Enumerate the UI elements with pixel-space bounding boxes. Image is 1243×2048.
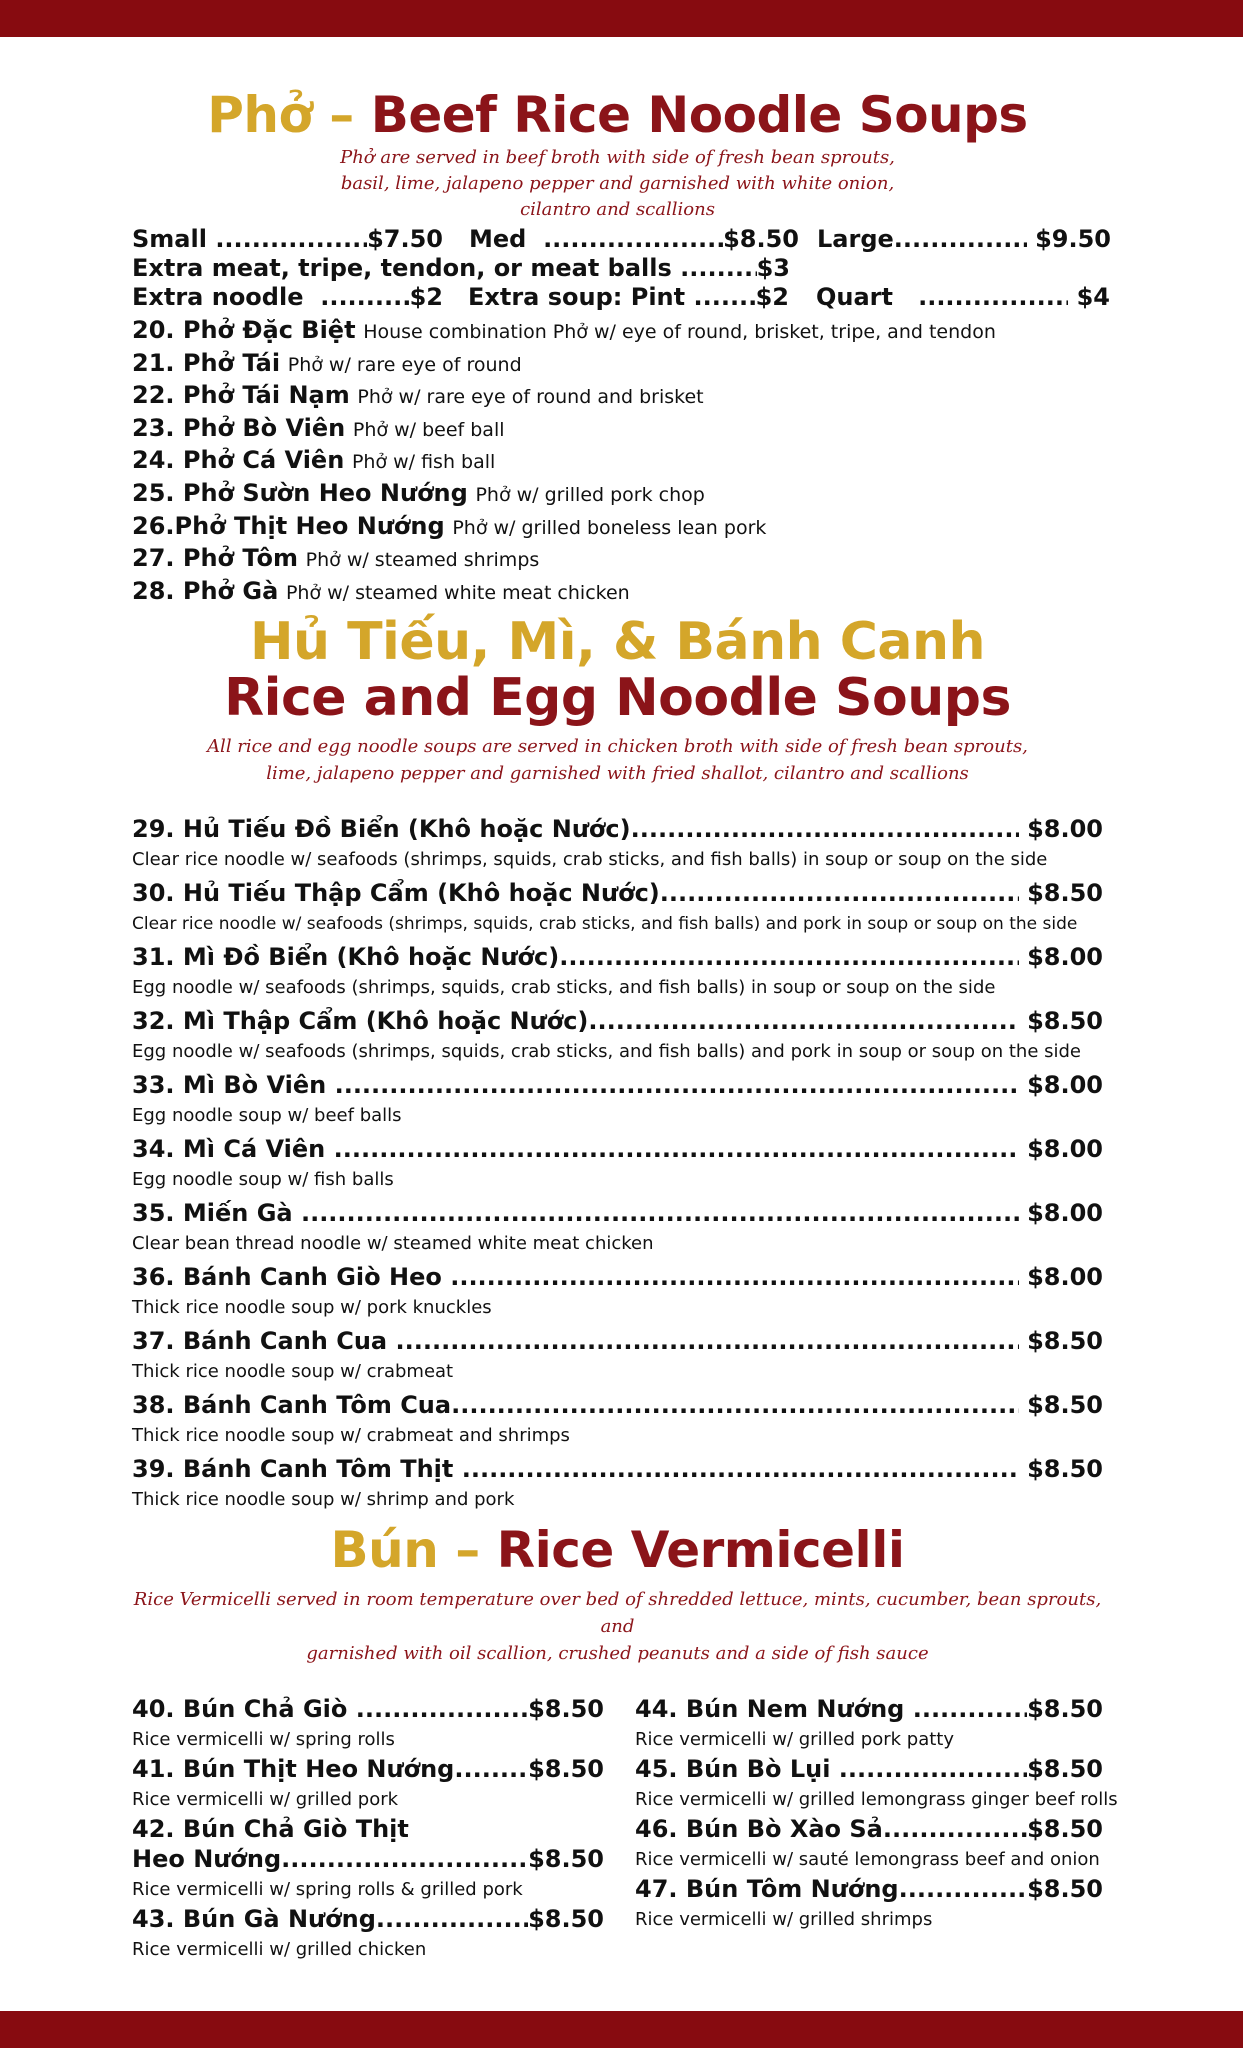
item-desc: Phở w/ fish ball (351, 451, 496, 474)
pho-note-line: cilantro and scallions (520, 199, 715, 220)
item-name: 43. Bún Gà Nướng (132, 1904, 376, 1933)
extra-price: $3 (756, 254, 790, 282)
item-desc: Thick rice noodle soup w/ shrimp and pork (132, 1488, 515, 1510)
item-desc: Phở w/ grilled pork chop (475, 483, 705, 506)
item-price: $8.50 (528, 1844, 604, 1873)
item-name: 36. Bánh Canh Giò Heo (132, 1262, 442, 1291)
list-item (132, 1815, 604, 1901)
bun-note (132, 1586, 1103, 1667)
hu-tieu-title-vn: Hủ Tiếu, Mì, & Bánh Canh (249, 612, 986, 673)
item-desc: Phở w/ rare eye of round (287, 353, 522, 376)
size-large (817, 225, 1111, 253)
extras-row (132, 283, 1110, 311)
item-desc: Phở w/ grilled boneless lean pork (452, 516, 767, 539)
list-item (635, 1754, 1118, 1811)
item-name: 33. Mì Bò Viên (132, 1070, 327, 1099)
menu-page (132, 0, 1118, 1965)
item-desc: Egg noodle soup w/ fish balls (132, 1168, 394, 1190)
extra-label: Quart (816, 283, 893, 311)
item-price: $8.00 (1027, 1198, 1103, 1227)
item-desc: Rice vermicelli w/ spring rolls (132, 1728, 395, 1750)
item-desc: Phở w/ beef ball (352, 418, 505, 441)
item-name: 40. Bún Chả Giò (132, 1694, 348, 1723)
size-med (469, 225, 799, 253)
item-desc: Egg noodle soup w/ beef balls (132, 1104, 402, 1126)
item-name: 37. Bánh Canh Cua (132, 1326, 388, 1355)
list-item (132, 511, 1103, 544)
item-desc: Rice vermicelli w/ grilled chicken (132, 1938, 427, 1960)
list-item (132, 315, 1103, 348)
bun-section-title (132, 1520, 1103, 1579)
list-item (132, 413, 1103, 446)
item-desc: Clear bean thread noodle w/ steamed white meat chicken (132, 1232, 654, 1254)
list-item (132, 879, 1103, 935)
item-name: 46. Bún Bò Xào Sả (635, 1814, 883, 1843)
hu-tieu-note-line: All rice and egg noodle soups are served in chicken broth with side of fresh bean sprouts, (207, 735, 1028, 757)
item-name: 35. Miến Gà (132, 1198, 293, 1227)
item-price: $8.50 (1027, 878, 1103, 907)
extra-label: Extra meat, tripe, tendon, or meat balls (132, 254, 672, 282)
item-desc: House combination Phở w/ eye of round, brisket, tripe, and tendon (363, 321, 996, 343)
list-item (132, 1327, 1103, 1383)
pho-note-line: Phở are served in beef broth with side of fresh bean sprouts, (340, 147, 895, 168)
extra-soup-quart (816, 283, 1110, 311)
extra-noodle (132, 283, 443, 311)
list-item (132, 1071, 1103, 1127)
item-desc: Rice vermicelli w/ grilled lemongrass ginger beef rolls (635, 1788, 1118, 1810)
item-price: $8.50 (1027, 1454, 1103, 1483)
item-price: $8.50 (1027, 1390, 1103, 1419)
list-item (132, 1695, 604, 1751)
item-name: 31. Mì Đồ Biển (Khô hoặc Nước) (132, 942, 560, 971)
item-name: 24. Phở Cá Viên (132, 446, 345, 475)
bun-note-line: Rice Vermicelli served in room temperature over bed of shredded lettuce, mints, cucumber, bean sprouts, and (133, 1588, 1102, 1637)
item-name: 22. Phở Tái Nạm (132, 381, 350, 410)
item-price: $8.50 (1027, 1694, 1103, 1723)
item-price: $8.50 (528, 1754, 604, 1783)
list-item (635, 1875, 1103, 1931)
list-item (635, 1815, 1103, 1871)
item-desc: Rice vermicelli w/ grilled shrimps (635, 1908, 933, 1930)
extra-label: Extra soup: Pint (468, 283, 686, 311)
bun-title-vn: Bún – (330, 1520, 480, 1579)
item-price: $8.50 (1027, 1874, 1103, 1903)
list-item (132, 1391, 1103, 1447)
size-price: $8.50 (723, 225, 799, 253)
item-name: 45. Bún Bò Lụi (635, 1754, 831, 1783)
extra-label: Extra noodle (132, 283, 304, 311)
item-desc: Egg noodle w/ seafoods (shrimps, squids, crab sticks, and fish balls) in soup or soup on the side (132, 976, 996, 998)
item-desc: Rice vermicelli w/ sauté lemongrass beef and onion (635, 1848, 1100, 1870)
item-name: 47. Bún Tôm Nướng (635, 1874, 899, 1903)
pho-title-vn: Phở – (207, 86, 354, 144)
item-desc: Rice vermicelli w/ grilled pork patty (635, 1728, 955, 1750)
item-desc: Thick rice noodle soup w/ crabmeat (132, 1360, 454, 1382)
item-desc: Rice vermicelli w/ grilled pork (132, 1788, 399, 1810)
size-row (132, 225, 1111, 253)
item-price: $8.50 (1027, 1814, 1103, 1843)
item-name: 21. Phở Tái (132, 348, 281, 377)
item-name: 28. Phở Gà (132, 576, 279, 605)
item-desc: Thick rice noodle soup w/ pork knuckles (132, 1296, 492, 1318)
list-item (132, 478, 1103, 511)
pho-title-en: Beef Rice Noodle Soups (370, 86, 1028, 144)
list-item (132, 1905, 604, 1961)
list-item (132, 1199, 1103, 1255)
pho-note (132, 145, 1103, 223)
item-name-line-1: 42. Bún Chả Giò Thịt (132, 1814, 409, 1843)
item-name: 34. Mì Cá Viên (132, 1134, 326, 1163)
pho-items-list (132, 315, 1103, 608)
item-name: 23. Phở Bò Viên (132, 413, 346, 442)
item-name: 44. Bún Nem Nướng (635, 1694, 905, 1723)
bottom-border-bar (0, 2011, 1243, 2048)
list-item (132, 1755, 604, 1811)
item-name: 26.Phở Thịt Heo Nướng (132, 511, 445, 540)
item-price: $8.50 (528, 1904, 604, 1933)
bun-columns (132, 1694, 1118, 1965)
extra-price: $2 (755, 283, 789, 311)
item-price: $8.00 (1027, 1262, 1103, 1291)
item-name: 20. Phở Đặc Biệt (132, 316, 356, 344)
bun-right-column (635, 1694, 1118, 1965)
bun-note-line: garnished with oil scallion, crushed peanuts and a side of fish sauce (306, 1642, 929, 1664)
list-item (132, 576, 1103, 609)
size-price: $7.50 (367, 225, 443, 253)
item-price: $8.00 (1027, 1070, 1103, 1099)
item-name: 38. Bánh Canh Tôm Cua (132, 1390, 452, 1419)
hu-tieu-title-en: Rice and Egg Noodle Soups (224, 667, 1011, 728)
list-item (132, 445, 1103, 478)
item-price: $8.00 (1027, 942, 1103, 971)
size-label: Med (469, 225, 527, 253)
size-label: Large (817, 225, 894, 253)
size-label: Small (132, 225, 207, 253)
item-name: 29. Hủ Tiếu Đồ Biển (Khô hoặc Nước) (132, 814, 631, 843)
list-item (132, 1263, 1103, 1319)
pho-note-line: basil, lime, jalapeno pepper and garnished with white onion, (340, 173, 895, 194)
item-name: 25. Phở Sườn Heo Nướng (132, 478, 468, 507)
list-item (132, 1455, 1103, 1511)
item-name: 41. Bún Thịt Heo Nướng (132, 1754, 455, 1783)
list-item (635, 1695, 1103, 1751)
item-price: $8.50 (1027, 1754, 1103, 1783)
hu-tieu-note-line: lime, jalapeno pepper and garnished with fried shallot, cilantro and scallions (266, 762, 969, 784)
list-item (132, 380, 1103, 413)
item-desc: Clear rice noodle w/ seafoods (shrimps, squids, crab sticks, and fish balls) and pork in soup or soup on the side (132, 913, 1078, 934)
item-desc: Phở w/ steamed white meat chicken (285, 581, 630, 604)
pho-size-prices (132, 225, 1111, 311)
item-desc: Clear rice noodle w/ seafoods (shrimps, squids, crab sticks, and fish balls) in soup or soup on the side (132, 848, 1048, 870)
pho-section-title (132, 88, 1103, 143)
bun-left-column (132, 1695, 604, 1965)
list-item (132, 815, 1103, 871)
hu-tieu-items-list (132, 815, 1103, 1511)
item-name: 39. Bánh Canh Tôm Thịt (132, 1454, 454, 1483)
list-item (132, 943, 1103, 999)
item-desc: Egg noodle w/ seafoods (shrimps, squids, crab sticks, and fish balls) and pork in soup or soup on the side (132, 1040, 1082, 1062)
item-name: 32. Mì Thập Cẩm (Khô hoặc Nước) (132, 1006, 589, 1035)
extra-meat (132, 254, 790, 282)
extra-soup-pint (468, 283, 789, 311)
item-name: Heo Nướng (132, 1844, 282, 1873)
item-name: 27. Phở Tôm (132, 544, 299, 573)
item-name: 30. Hủ Tiếu Thập Cẩm (Khô hoặc Nước) (132, 878, 660, 907)
size-small (132, 225, 443, 253)
hu-tieu-note (132, 733, 1103, 787)
list-item (132, 1135, 1103, 1191)
item-desc: Phở w/ rare eye of round and brisket (357, 386, 704, 409)
item-desc: Phở w/ steamed shrimps (305, 549, 540, 572)
list-item (132, 348, 1103, 381)
item-price: $8.50 (1027, 1006, 1103, 1035)
item-desc: Rice vermicelli w/ spring rolls & grilled pork (132, 1878, 523, 1900)
extra-price: $2 (409, 283, 443, 311)
list-item (132, 1007, 1103, 1063)
bun-title-en: Rice Vermicelli (496, 1520, 905, 1579)
extra-meat-row (132, 254, 1103, 282)
item-price: $8.00 (1027, 814, 1103, 843)
extra-price: $4 (1076, 283, 1110, 311)
size-price: $9.50 (1035, 225, 1111, 253)
item-price: $8.50 (528, 1694, 604, 1723)
item-price: $8.00 (1027, 1134, 1103, 1163)
item-price: $8.50 (1027, 1326, 1103, 1355)
list-item (132, 543, 1103, 576)
item-desc: Thick rice noodle soup w/ crabmeat and shrimps (132, 1424, 570, 1446)
